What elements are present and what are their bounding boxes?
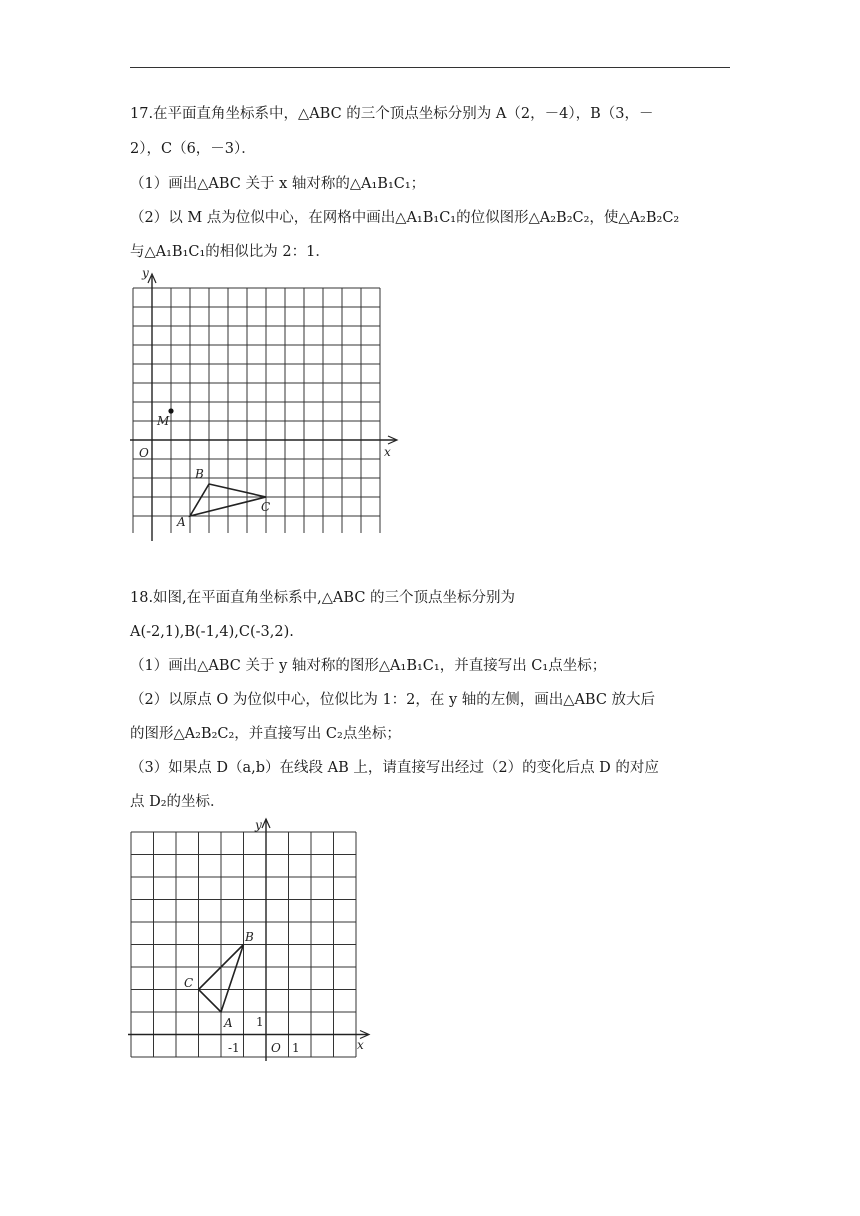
q18-tick-y1: 1 (256, 1015, 264, 1029)
q17-line1: 17.在平面直角坐标系中，△ABC 的三个顶点坐标分别为 A（2，－4），B（3，－ (130, 106, 654, 122)
q17-y-label: y (142, 268, 149, 280)
q18-part2-a: （2）以原点 O 为位似中心，位似比为 1：2，在 y 轴的左侧，画出△ABC 放大后 (130, 692, 656, 708)
q17-b-label: B (195, 467, 204, 481)
q18-tick-x1: 1 (292, 1041, 300, 1055)
q17-c-label: C (261, 500, 271, 514)
header-rule (130, 67, 730, 68)
q17-x-label: x (384, 445, 391, 459)
q18-grid-svg (128, 815, 378, 1065)
q18-origin-label: O (271, 1041, 281, 1055)
q18-part1: （1）画出△ABC 关于 y 轴对称的图形△A₁B₁C₁，并直接写出 C₁点坐标； (130, 658, 607, 674)
q17-part2-b: 与△A₁B₁C₁的相似比为 2：1． (130, 244, 330, 260)
q18-a-label: A (224, 1016, 233, 1030)
q18-c-label: C (184, 976, 194, 990)
q17-line2: 2），C（6，－3）． (130, 141, 256, 157)
q18-figure (128, 815, 378, 1065)
q17-m-label: M (157, 414, 170, 428)
q17-figure (128, 268, 403, 543)
q17-point-m (168, 408, 173, 413)
q18-tick-neg1: -1 (228, 1041, 240, 1055)
q18-y-label: y (255, 818, 262, 832)
q18-part3-a: （3）如果点 D（a,b）在线段 AB 上，请直接写出经过（2）的变化后点 D 的对应 (130, 760, 659, 776)
q18-line1: 18.如图,在平面直角坐标系中,△ABC 的三个顶点坐标分别为 (130, 590, 516, 606)
q18-line2: A(-2,1),B(-1,4),C(-3,2). (130, 624, 294, 640)
q18-part3-b: 点 D₂的坐标． (130, 794, 225, 810)
q17-part1: （1）画出△ABC 关于 x 轴对称的△A₁B₁C₁； (130, 176, 426, 192)
q17-part2-a: （2）以 M 点为位似中心，在网格中画出△A₁B₁C₁的位似图形△A₂B₂C₂，使△A₂B₂C₂ (130, 210, 680, 226)
q17-grid-svg (128, 268, 403, 543)
q18-part2-b: 的图形△A₂B₂C₂，并直接写出 C₂点坐标； (130, 726, 401, 742)
q18-x-label: x (357, 1038, 364, 1052)
q18-b-label: B (245, 930, 254, 944)
q17-origin-label: O (139, 446, 149, 460)
q17-a-label: A (177, 515, 186, 529)
